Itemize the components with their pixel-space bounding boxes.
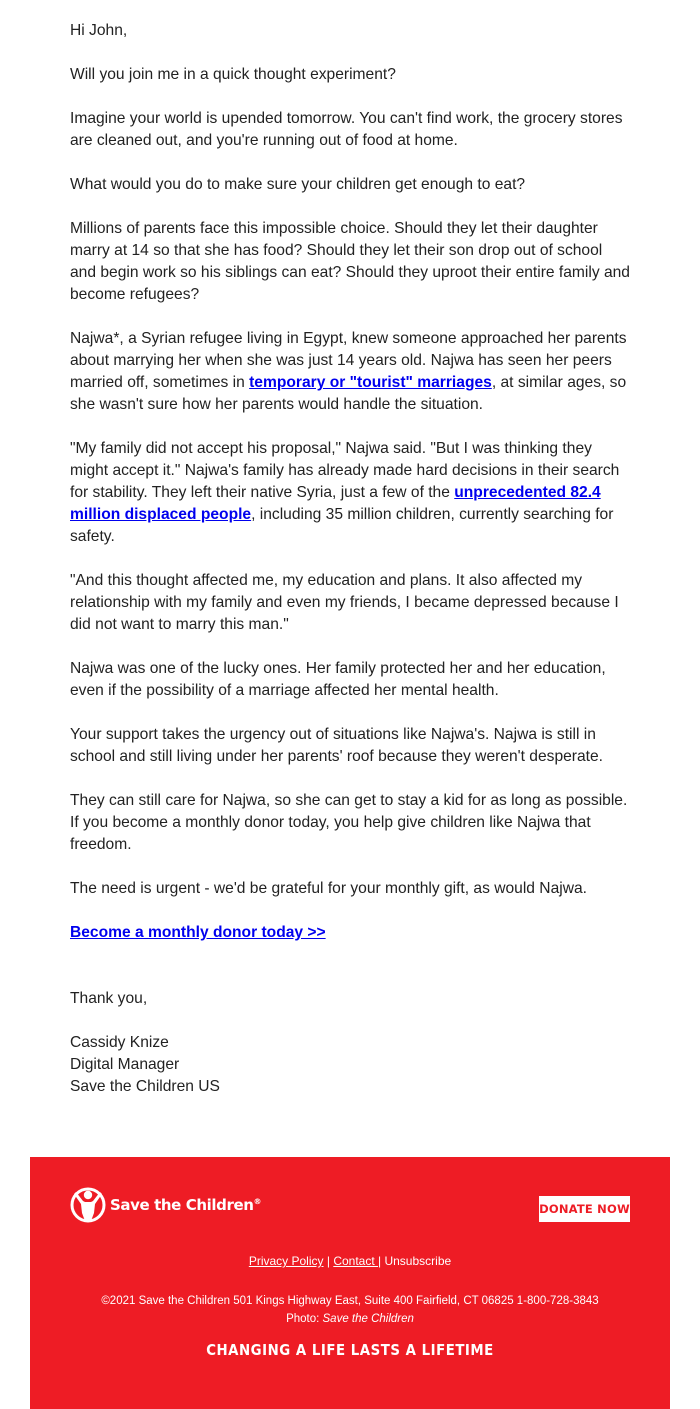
link-separator: | bbox=[378, 1254, 385, 1268]
contact-link[interactable]: Contact bbox=[333, 1254, 379, 1268]
paragraph-5-text-b: , at similar ages, so she wasn't sure how her parents would handle the situation. bbox=[70, 374, 627, 413]
link-separator: | bbox=[323, 1254, 334, 1268]
save-the-children-logo[interactable] bbox=[70, 1186, 261, 1224]
paragraph-6 bbox=[70, 438, 630, 548]
cta-paragraph bbox=[70, 922, 630, 944]
closing: Thank you, bbox=[70, 990, 148, 1007]
paragraph-3: What would you do to make sure your children get enough to eat? bbox=[70, 176, 526, 193]
paragraph-5-text-a: Najwa*, a Syrian refugee living in Egypt, knew someone approached her parents about marrying her when she was just 14 years old. Najwa has seen her peers married off, sometimes in bbox=[70, 330, 627, 391]
signature bbox=[70, 1032, 630, 1098]
signature-title: Digital Manager bbox=[70, 1056, 180, 1073]
tagline: CHANGING A LIFE LASTS A LIFETIME bbox=[206, 1341, 494, 1359]
photo-credit-label: Photo: bbox=[286, 1313, 323, 1325]
paragraph-10: They can still care for Najwa, so she can get to stay a kid for as long as possible. If you become a monthly donor today, you help give children like Najwa that freedom. bbox=[70, 792, 628, 853]
photo-credit-name: Save the Children bbox=[322, 1313, 414, 1325]
paragraph-7: "And this thought affected me, my education and plans. It also affected my relationship with my family and even my friends, I became depressed because I did not want to marry this man." bbox=[70, 572, 619, 633]
paragraph-4: Millions of parents face this impossible choice. Should they let their daughter marry at 14 so that she has food? Should they let their son drop out of school and begin work so his siblings can eat? Should they uproot their entire family and become refugees? bbox=[70, 220, 630, 303]
paragraph-8: Najwa was one of the lucky ones. Her family protected her and her education, even if the possibility of a marriage affected her mental health. bbox=[70, 660, 606, 699]
unsubscribe-link[interactable]: Unsubscribe bbox=[384, 1254, 452, 1268]
email-body bbox=[70, 20, 630, 1098]
become-monthly-donor-link[interactable]: Become a monthly donor today >> bbox=[70, 924, 326, 941]
donate-now-button[interactable]: DONATE NOW bbox=[539, 1196, 630, 1222]
paragraph-2: Imagine your world is upended tomorrow. You can't find work, the grocery stores are cleaned out, and you're running out of food at home. bbox=[70, 110, 623, 149]
logo-wordmark bbox=[110, 1196, 261, 1214]
paragraph-6-text-a: "My family did not accept his proposal," Najwa said. "But I was thinking they might accept it." Najwa's family has already made hard decisions in their search for stability. They left their native Syria, just a few of the bbox=[70, 440, 620, 501]
logo-wordmark-text: Save the Children bbox=[110, 1196, 254, 1214]
tourist-marriages-link[interactable]: temporary or "tourist" marriages bbox=[249, 374, 492, 391]
copyright-address: ©2021 Save the Children 501 Kings Highway East, Suite 400 Fairfield, CT 06825 1-800-728-3843 bbox=[101, 1295, 599, 1307]
paragraph-11: The need is urgent - we'd be grateful for your monthly gift, as would Najwa. bbox=[70, 880, 587, 897]
paragraph-6-text-b: , including 35 million children, currently searching for safety. bbox=[70, 506, 614, 545]
signature-name: Cassidy Knize bbox=[70, 1034, 169, 1051]
greeting: Hi John, bbox=[70, 22, 128, 39]
displaced-people-link[interactable]: unprecedented 82.4 million displaced people bbox=[70, 484, 601, 523]
signature-org: Save the Children US bbox=[70, 1078, 220, 1095]
paragraph-9: Your support takes the urgency out of situations like Najwa's. Najwa is still in school and still living under her parents' roof because they weren't desperate. bbox=[70, 726, 603, 765]
privacy-policy-link[interactable]: Privacy Policy bbox=[248, 1254, 324, 1268]
paragraph-5 bbox=[70, 328, 630, 416]
registered-mark: ® bbox=[253, 1197, 262, 1206]
paragraph-1: Will you join me in a quick thought experiment? bbox=[70, 66, 396, 83]
save-the-children-figure-icon bbox=[70, 1186, 106, 1224]
photo-credit bbox=[30, 1310, 670, 1328]
footer-links bbox=[30, 1254, 670, 1268]
footer bbox=[30, 1157, 670, 1409]
footer-address bbox=[30, 1292, 670, 1328]
